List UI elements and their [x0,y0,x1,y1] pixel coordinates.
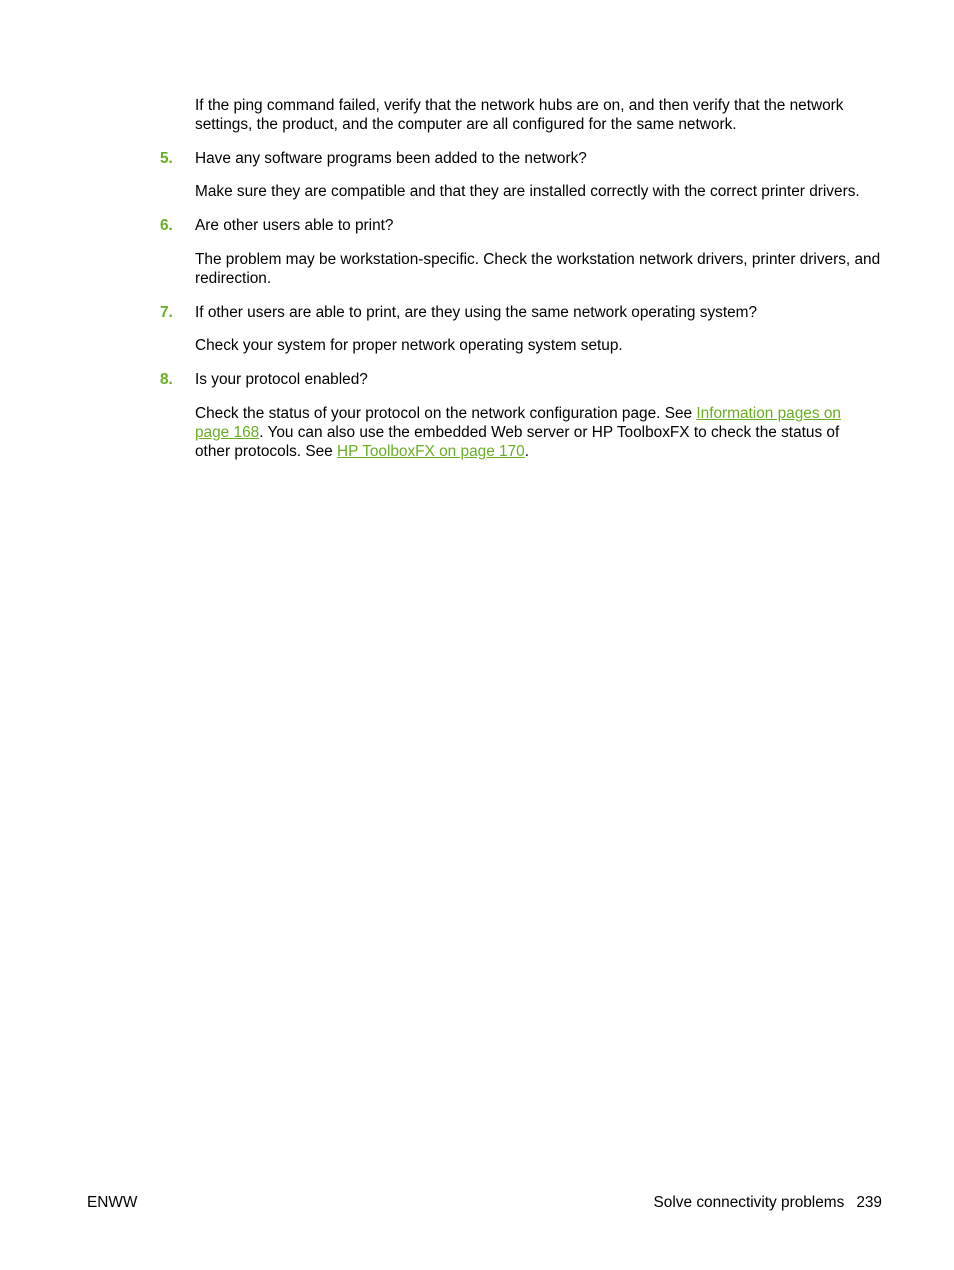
step-5-answer: Make sure they are compatible and that they are installed correctly with the correct printer drivers. [195,183,860,200]
step-7-answer: Check your system for proper network operating system setup. [195,337,623,354]
hp-toolboxfx-link[interactable]: HP ToolboxFX on page 170 [337,443,525,460]
footer-right [654,1193,882,1212]
information-pages-link[interactable]: Information pages on page 168 [195,405,841,441]
step-8-answer-text-3: . [524,443,529,460]
step-7-number: 7. [160,304,173,321]
step-8-answer-text-2: . You can also use the embedded Web server or HP ToolboxFX to check the status of other protocols. See [195,424,840,460]
step-5-question: Have any software programs been added to the network? [195,150,587,167]
footer-section-title: Solve connectivity problems [653,1194,845,1211]
step-6-number: 6. [160,217,173,234]
page-number: 239 [856,1194,882,1211]
step-7-question: If other users are able to print, are they using the same network operating system? [195,304,758,321]
step-6-answer: The problem may be workstation-specific. Check the workstation network drivers, printer drivers, and redirection. [195,251,881,287]
intro-paragraph: If the ping command failed, verify that the network hubs are on, and then verify that the network settings, the product, and the computer are all configured for the same network. [195,97,844,133]
step-8-answer-text-1: Check the status of your protocol on the network configuration page. See [195,405,697,422]
step-5-number: 5. [160,150,173,167]
step-8-answer [195,404,875,461]
step-8-question: Is your protocol enabled? [195,371,368,388]
step-8-number: 8. [160,371,173,388]
footer-left-label: ENWW [87,1194,138,1211]
step-6-question: Are other users able to print? [195,217,394,234]
